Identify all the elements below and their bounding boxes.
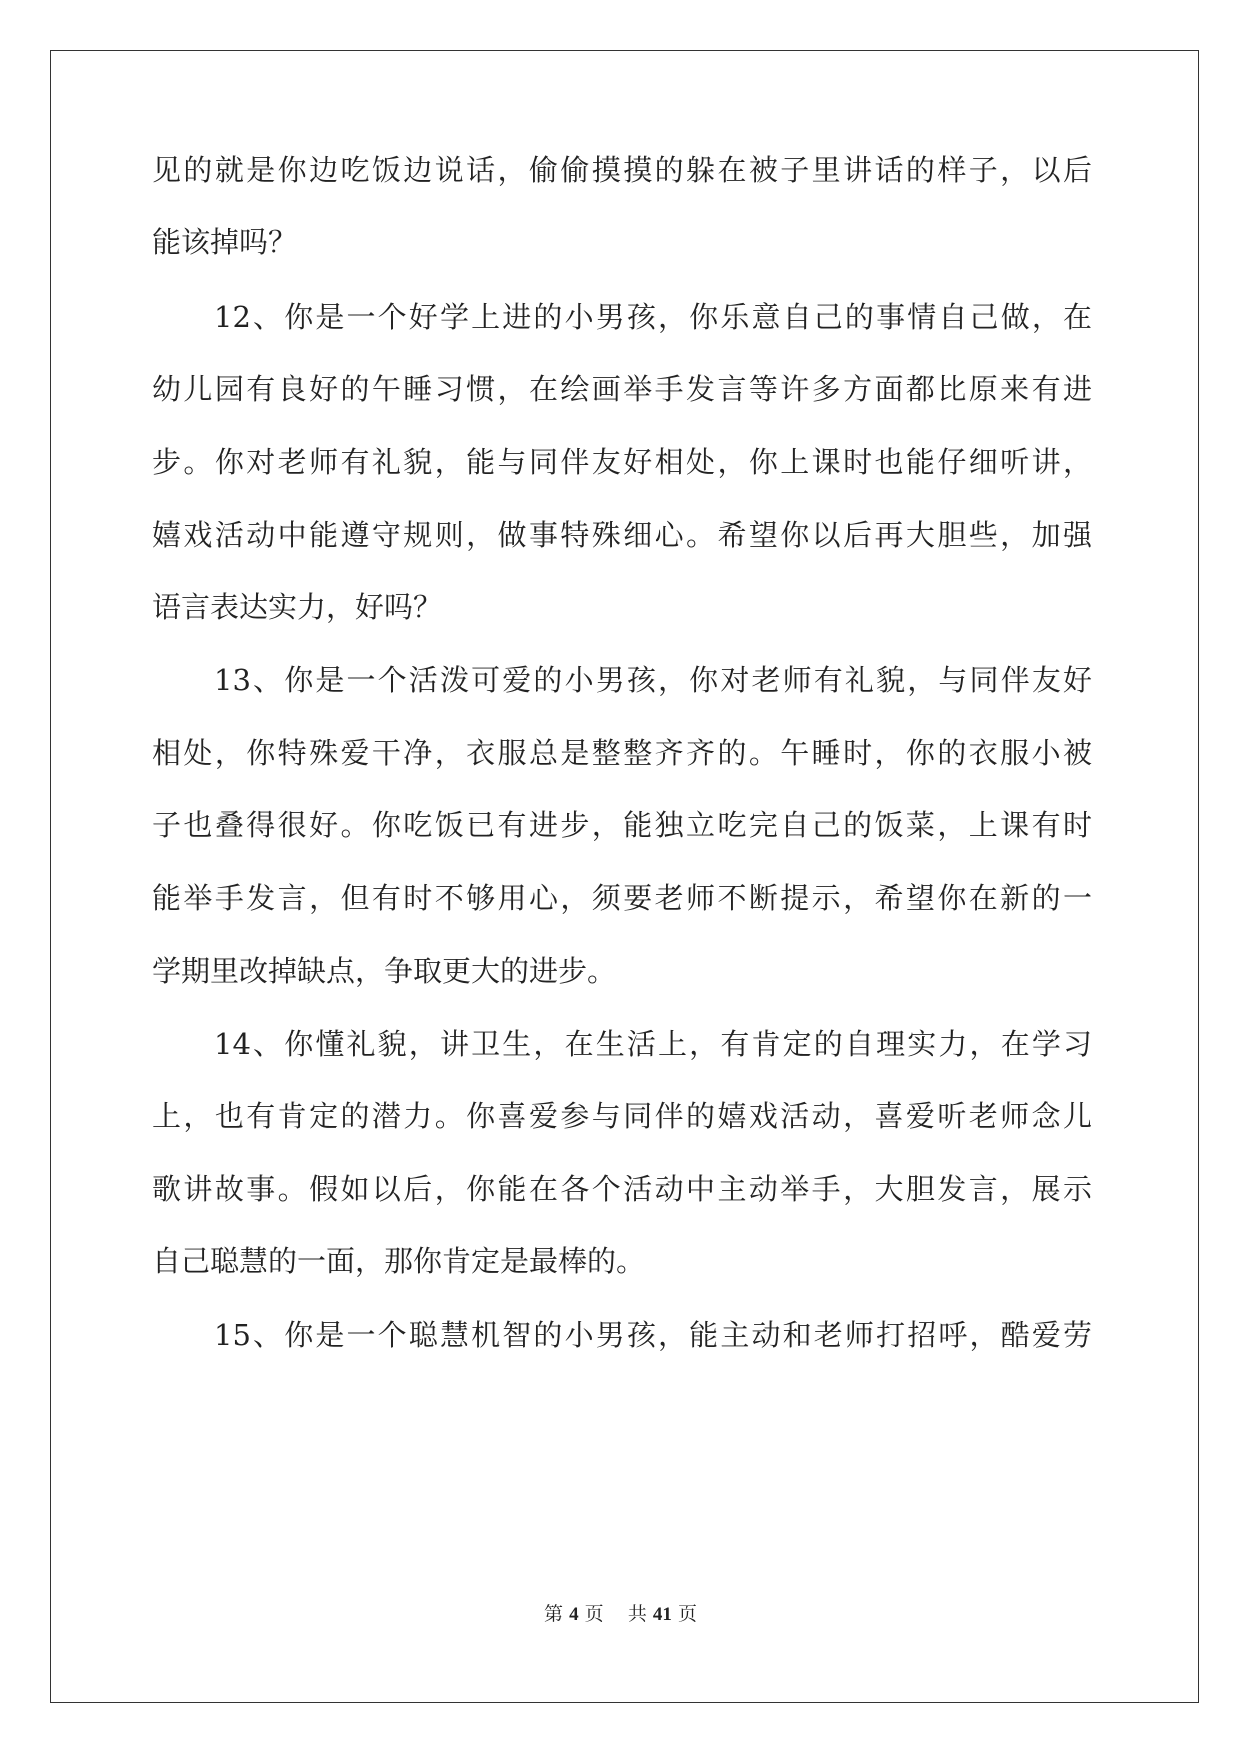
text-line: 步。你对老师有礼貌，能与同伴友好相处，你上课时也能仔细听讲， [152, 445, 1092, 479]
text-line: 嬉戏活动中能遵守规则，做事特殊细心。希望你以后再大胆些，加强 [152, 518, 1092, 552]
current-page-number: 4 [569, 1604, 579, 1625]
paragraph-15-start: 15、你是一个聪慧机智的小男孩，能主动和老师打招呼，酷爱劳 [214, 1318, 1092, 1352]
page-footer [0, 1602, 1241, 1627]
footer-total-suffix: 页 [677, 1603, 697, 1625]
text-line: 语言表达实力，好吗？ [152, 590, 443, 624]
footer-total-prefix: 共 [627, 1603, 647, 1625]
text-line: 相处，你特殊爱干净，衣服总是整整齐齐的。午睡时，你的衣服小被 [152, 736, 1092, 770]
paragraph-14-start: 14、你懂礼貌，讲卫生，在生活上，有肯定的自理实力，在学习 [214, 1027, 1092, 1061]
footer-prefix: 第 [544, 1603, 564, 1625]
text-line: 自己聪慧的一面，那你肯定是最棒的。 [152, 1244, 646, 1278]
text-line: 能该掉吗？ [152, 225, 298, 259]
text-line: 歌讲故事。假如以后，你能在各个活动中主动举手，大胆发言，展示 [152, 1172, 1092, 1206]
text-line: 能举手发言，但有时不够用心，须要老师不断提示，希望你在新的一 [152, 881, 1092, 915]
paragraph-13-start: 13、你是一个活泼可爱的小男孩，你对老师有礼貌，与同伴友好 [214, 663, 1092, 697]
text-line: 见的就是你边吃饭边说话，偷偷摸摸的躲在被子里讲话的样子，以后 [152, 153, 1092, 187]
footer-page-suffix: 页 [584, 1603, 604, 1625]
text-line: 上，也有肯定的潜力。你喜爱参与同伴的嬉戏活动，喜爱听老师念儿 [152, 1099, 1092, 1133]
text-line: 幼儿园有良好的午睡习惯，在绘画举手发言等许多方面都比原来有进 [152, 372, 1092, 406]
paragraph-12-start: 12、你是一个好学上进的小男孩，你乐意自己的事情自己做，在 [214, 300, 1092, 334]
total-page-count: 41 [652, 1604, 672, 1625]
text-line: 子也叠得很好。你吃饭已有进步，能独立吃完自己的饭菜，上课有时 [152, 808, 1092, 842]
text-line: 学期里改掉缺点，争取更大的进步。 [152, 954, 617, 988]
